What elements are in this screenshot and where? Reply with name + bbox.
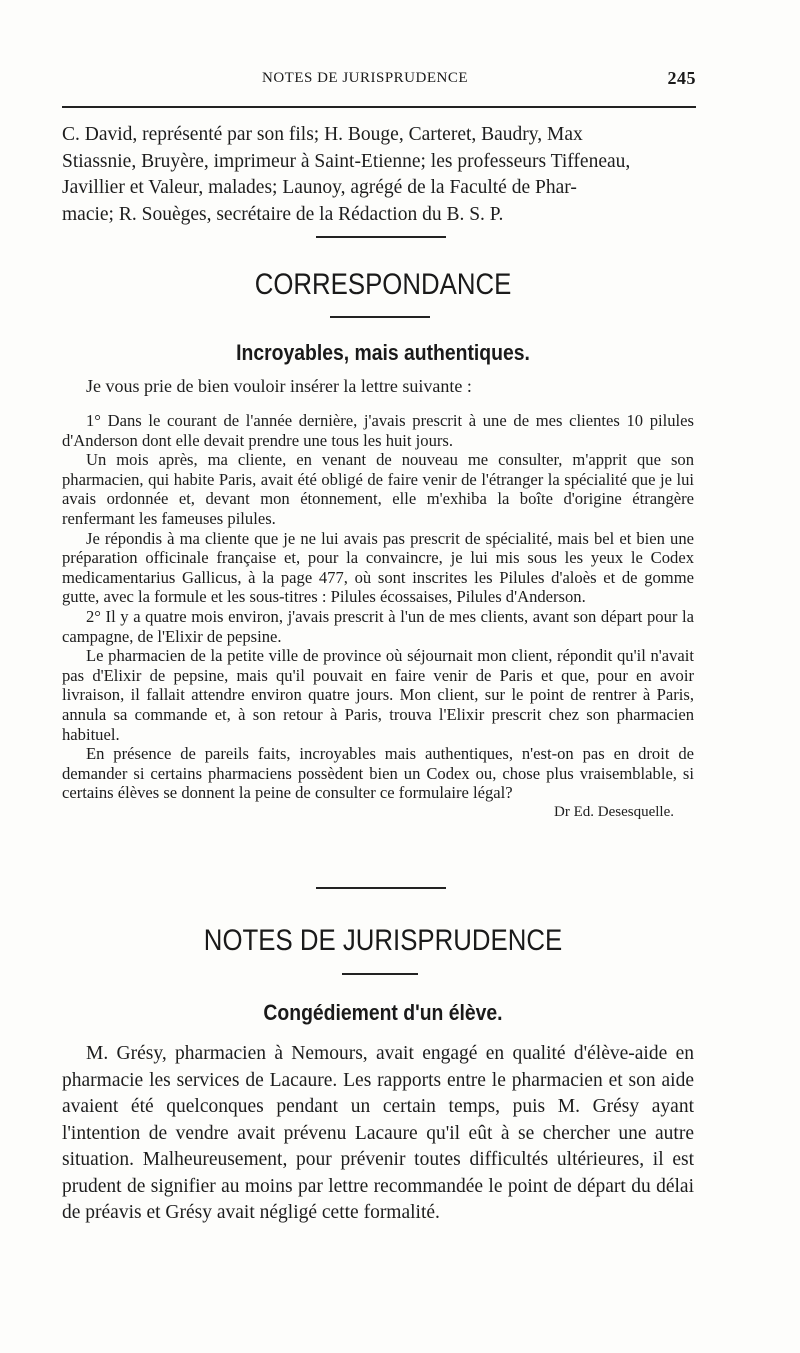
letter-paragraph-1: 1° Dans le courant de l'année dernière, j'avais prescrit à une de mes clientes 10 pilules d'Anderson dont elle devait prendre une tous les huit jours. [62, 411, 694, 450]
lead-text: Je vous prie de bien vouloir insérer la lettre suivante : [86, 376, 472, 396]
header-rule [62, 106, 696, 108]
title-underline [330, 316, 430, 318]
intro-line-4: macie; R. Souèges, secrétaire de la Rédaction du B. S. P. [62, 203, 504, 225]
letter-paragraph-2: Un mois après, ma cliente, en venant de nouveau me consulter, m'apprit que son pharmacien, qui habite Paris, avait été obligé de faire venir de l'étranger la spécialité que je lui avais ordonnée et, devant mon étonnement, elle m'exhiba la boîte d'origine étrangère renfermant les fameuses pilules. [62, 450, 694, 528]
signature: Dr Ed. Desesquelle. [554, 803, 674, 820]
running-head [62, 70, 704, 94]
intro-line-2: Stiassnie, Bruyère, imprimeur à Saint-Etienne; les professeurs Tiffeneau, [62, 150, 631, 172]
intro-line-3: Javillier et Valeur, malades; Launoy, agrégé de la Faculté de Phar- [62, 177, 577, 198]
jurisprudence-paragraph [62, 1041, 694, 1227]
title-underline-2 [342, 973, 418, 975]
section-subtitle-2: Congédiement d'un élève. [263, 1000, 503, 1025]
section-subtitle: Incroyables, mais authentiques. [236, 340, 530, 365]
letter-paragraph-3: Je répondis à ma cliente que je ne lui avais pas prescrit de spécialité, mais bel et bien une préparation officinale française et, pour la convaincre, je lui mis sous les yeux le Codex medicamentarius Gallicus, à la page 477, où sont inscrites les Pilules d'aloès et de gomme gutte, avec la formule et les sous-titres : Pilules écossaises, Pilules d'Anderson. [62, 528, 694, 607]
letter-paragraph-6: En présence de pareils faits, incroyables mais authentiques, n'est-on pas en droit de demander si certains pharmaciens possèdent bien un Codex ou, chose plus vraisemblable, si certains élèves se donnent la peine de consulter ce formulaire légal? [62, 744, 694, 803]
letter-paragraph-5: Le pharmacien de la petite ville de province où séjournait mon client, répondit qu'il n'avait pas d'Elixir de pepsine, mais qu'il pouvait en faire venir de Paris et que, pour en avoir livraison, il fallait attendre environ quatre jours. Mon client, sur le point de rentrer à Paris, annula sa commande et, à son retour à Paris, trouva l'Elixir prescrit chez son pharmacien habituel. [62, 646, 694, 744]
letter-paragraph-4: 2° Il y a quatre mois environ, j'avais prescrit à l'un de mes clients, avant son départ pour la campagne, de l'Elixir de pepsine. [62, 606, 694, 646]
jurisprudence-text: M. Grésy, pharmacien à Nemours, avait engagé en qualité d'élève-aide en pharmacie les services de Lacaure. Les rapports entre le pharmacien et son aide avaient été quelconques pendant un certain temps, puis M. Grésy ayant l'intention de vendre avait prévenu Lacaure qu'il eût à se chercher une autre situation. Malheureusement, pour prévenir toutes difficultés ultérieures, il est prudent de signifier au moins par lettre recommandée le point de départ du délai de préavis et Grésy avait négligé cette formalité. [62, 1043, 694, 1223]
intro-paragraph [62, 122, 694, 228]
section-rule-2 [316, 887, 446, 889]
section-title-jurisprudence: NOTES DE JURISPRUDENCE [203, 924, 563, 957]
intro-line-1: C. David, représenté par son fils; H. Bouge, Carteret, Baudry, Max [62, 124, 583, 145]
page-number: 245 [667, 68, 696, 88]
section-title-correspondance: CORRESPONDANCE [254, 268, 512, 301]
section-rule [316, 236, 446, 238]
running-head-title: NOTES DE JURISPRUDENCE [262, 70, 469, 86]
letter-body [62, 411, 694, 822]
letter-lead [62, 377, 694, 397]
